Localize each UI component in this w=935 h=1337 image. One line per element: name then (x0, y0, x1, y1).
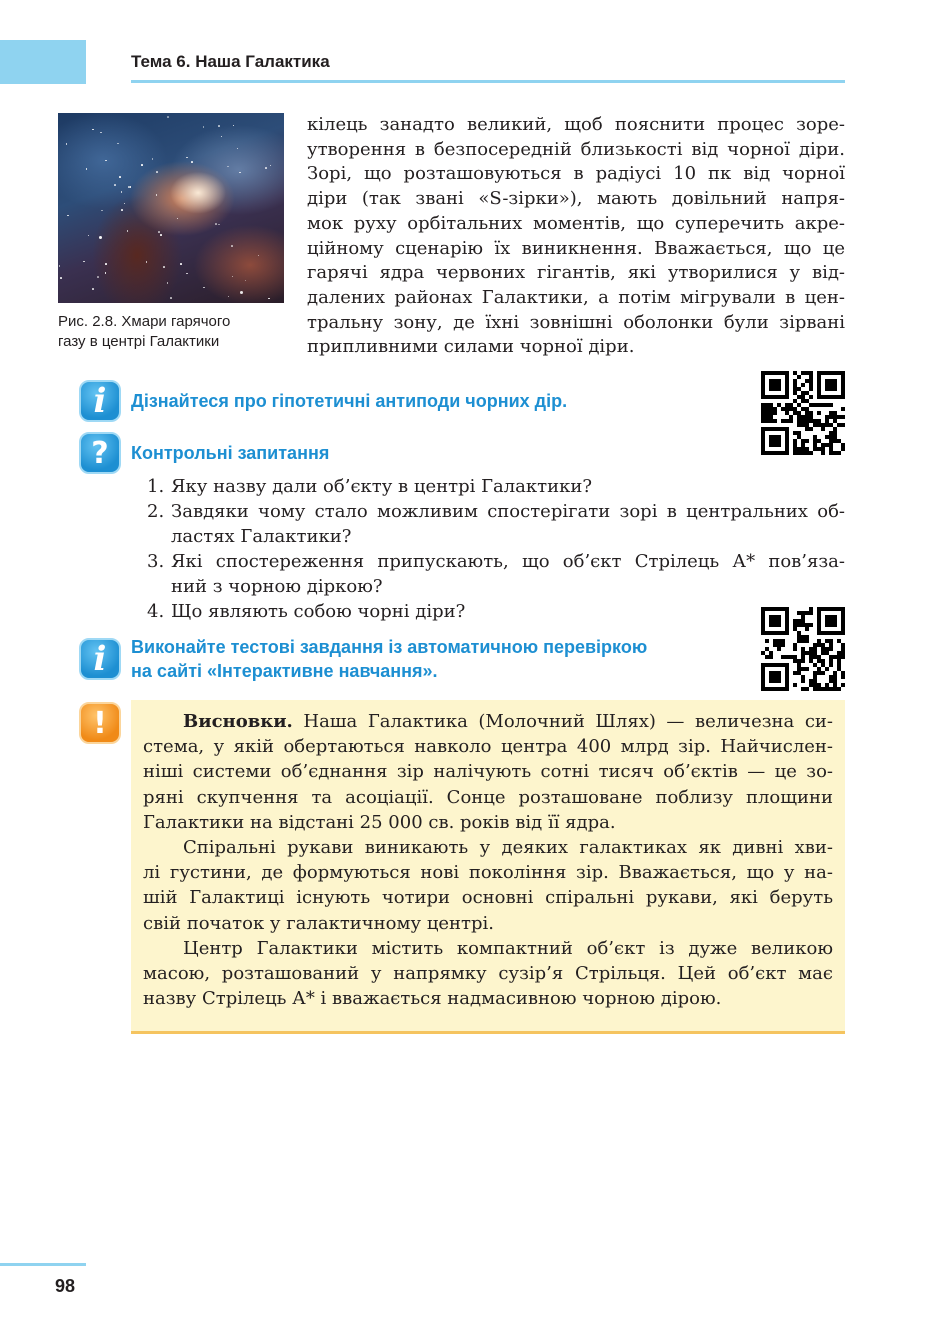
star-dot (100, 132, 102, 134)
question-number: 1. (147, 476, 165, 497)
question-line: Які спостереження припускають, що об’єкт Стрілець А* пов’яза- (171, 551, 845, 572)
qr-code-graphic (761, 607, 845, 691)
star-dot (170, 297, 172, 299)
star-dot (141, 164, 143, 166)
star-dot (156, 194, 158, 196)
conclusion-line-rest: Наша Галактика (Молочний Шлях) — величезна си- (292, 711, 833, 732)
star-dot (231, 245, 233, 247)
info-link-antipodes[interactable]: Дізнайтеся про гіпотетичні антиподи чорних дір. (131, 391, 568, 411)
question-number: 2. (147, 501, 165, 522)
question-item (147, 499, 845, 549)
info-link-line: на сайті «Інтерактивне навчання». (131, 661, 438, 681)
question-item (147, 474, 845, 499)
body-line: утворення в безпосередній близькості від чорної діри. (307, 138, 845, 160)
body-line: кілець занадто великий, щоб пояснити процес зоре- (307, 114, 845, 135)
star-dot (239, 172, 241, 174)
body-paragraph (307, 113, 845, 360)
star-dot (203, 287, 205, 289)
star-dot (240, 291, 243, 294)
star-dot (258, 255, 260, 257)
star-dot (59, 265, 61, 267)
star-dot (177, 218, 179, 220)
star-dot (268, 298, 270, 300)
star-dot (232, 276, 234, 278)
conclusion-label: Висновки. (183, 711, 293, 732)
qr-code-icon[interactable] (761, 607, 845, 691)
star-dot (237, 148, 239, 150)
page-number: 98 (55, 1276, 76, 1296)
questions-list (147, 474, 845, 624)
info-link-interactive-tests[interactable] (131, 635, 647, 683)
star-dot (121, 209, 123, 211)
conclusion-line: Галактики на відстані 25 000 св. років від її ядра. (143, 811, 616, 833)
question-icon: ? (79, 432, 121, 474)
question-number: 3. (147, 551, 165, 572)
caption-line: Рис. 2.8. Хмари гарячого (58, 313, 231, 330)
star-dot (228, 296, 230, 298)
star-dot (163, 266, 165, 268)
star-dot (86, 168, 88, 170)
corner-tab (0, 40, 86, 84)
star-dot (60, 277, 62, 279)
footer-rule (0, 1263, 86, 1266)
conclusion-line: лі густини, де формуються нові покоління зір. Вважається, що у на- (143, 862, 833, 884)
star-dot (191, 161, 193, 163)
star-dot (83, 261, 85, 263)
star-dot (218, 125, 220, 127)
star-dot (67, 215, 69, 217)
star-dot (227, 166, 229, 168)
star-dot (218, 224, 220, 226)
star-dot (158, 231, 160, 233)
star-dot (180, 263, 182, 265)
body-line: припливними силами чорної діри. (307, 336, 635, 358)
info-link-line: Виконайте тестові завдання із автоматичною перевіркою (131, 637, 648, 657)
star-dot (124, 203, 126, 205)
star-dot (127, 230, 129, 232)
star-dot (186, 273, 188, 275)
body-line: мок руху орбітальних моментів, що суперечить акре- (307, 212, 845, 234)
conclusion-line: масою, розташований у напрямку сузір’я Стрільця. Цей об’єкт має (143, 963, 833, 985)
star-dot (152, 158, 154, 160)
info-icon: i (79, 380, 121, 422)
question-line: Яку назву дали об’єкту в центрі Галактики? (171, 476, 593, 497)
star-dot (203, 126, 205, 128)
questions-heading: Контрольні запитання (131, 443, 330, 463)
star-dot (117, 143, 119, 145)
body-line: діри (так звані «S-зірки»), мають довільний напря- (307, 188, 845, 210)
star-dot (121, 191, 123, 193)
star-dot (160, 234, 162, 236)
page-header-title: Тема 6. Наша Галактика (131, 52, 330, 71)
body-line: гарячі ядра червоних гігантів, які утворилися у від- (307, 262, 845, 284)
info-icon: i (79, 638, 121, 680)
body-line: ційному сценарію їх виникнення. Вважається, що це (307, 237, 845, 259)
body-line: тральну зону, де їхні зовнішні оболонки були зірвані (307, 311, 845, 333)
question-item (147, 599, 845, 624)
conclusion-line: свій початок у галактичному центрі. (143, 912, 494, 934)
star-dot (97, 276, 99, 278)
star-dot (99, 236, 102, 239)
star-dot (119, 176, 121, 178)
conclusion-line: стема, у якій обертаються навколо центра 400 млрд зір. Найчислен- (143, 736, 833, 758)
qr-code-icon[interactable] (761, 371, 845, 455)
star-dot (215, 223, 217, 225)
caption-line: газу в центрі Галактики (58, 333, 220, 350)
star-dot (66, 143, 68, 145)
question-number: 4. (147, 601, 165, 622)
conclusion-line (143, 709, 833, 734)
star-dot (88, 235, 90, 237)
star-dot (105, 263, 107, 265)
conclusion-line: назву Стрілець А* і вважається надмасивною чорною дірою. (143, 988, 722, 1010)
star-dot (114, 184, 116, 186)
star-dot (105, 160, 107, 162)
conclusion-text (143, 709, 833, 1011)
star-dot (270, 165, 272, 167)
star-dot (130, 186, 132, 188)
nebula-image (58, 113, 284, 303)
star-dot (167, 116, 169, 118)
star-dot (105, 272, 107, 274)
body-line: далених районах Галактики, а потім мігрували в цен- (307, 286, 845, 308)
star-dot (156, 171, 158, 173)
star-dot (221, 136, 223, 138)
question-line: Що являють собою чорні діри? (171, 601, 466, 622)
question-line: Завдяки чому стало можливим спостерігати зорі в центральних об- (171, 501, 845, 522)
qr-code-graphic (761, 371, 845, 455)
body-line: Зорі, що розташовуються в радіусі 10 пк від чорної (307, 163, 845, 185)
star-dot (92, 288, 94, 290)
star-dot (245, 280, 247, 282)
star-dot (265, 167, 267, 169)
question-line: ний з чорною діркою? (171, 576, 383, 597)
conclusion-line: Спіральні рукави виникають у деяких галактиках як дивні хви- (183, 837, 833, 859)
star-dot (146, 261, 148, 263)
question-line: ластях Галактики? (171, 526, 352, 547)
star-dot (233, 125, 235, 127)
star-dot (167, 282, 169, 284)
conclusion-line: шій Галактиці існують чотири основні спіральні рукави, які беруть (143, 887, 833, 909)
star-dot (186, 157, 188, 159)
conclusion-line: ряні скупчення та асоціації. Сонце розташоване поблизу площини (143, 786, 833, 808)
header-rule (131, 80, 845, 83)
star-dot (92, 129, 94, 131)
conclusion-line: Центр Галактики містить компактний об’єкт із дуже великою (183, 937, 833, 959)
question-item (147, 549, 845, 599)
conclusion-line: ніші системи об’єднання зір налічують сотні тисяч об’єктів — це зо- (143, 761, 833, 783)
exclamation-icon: ! (79, 702, 121, 744)
figure-caption (58, 312, 283, 352)
star-dot (101, 210, 103, 212)
